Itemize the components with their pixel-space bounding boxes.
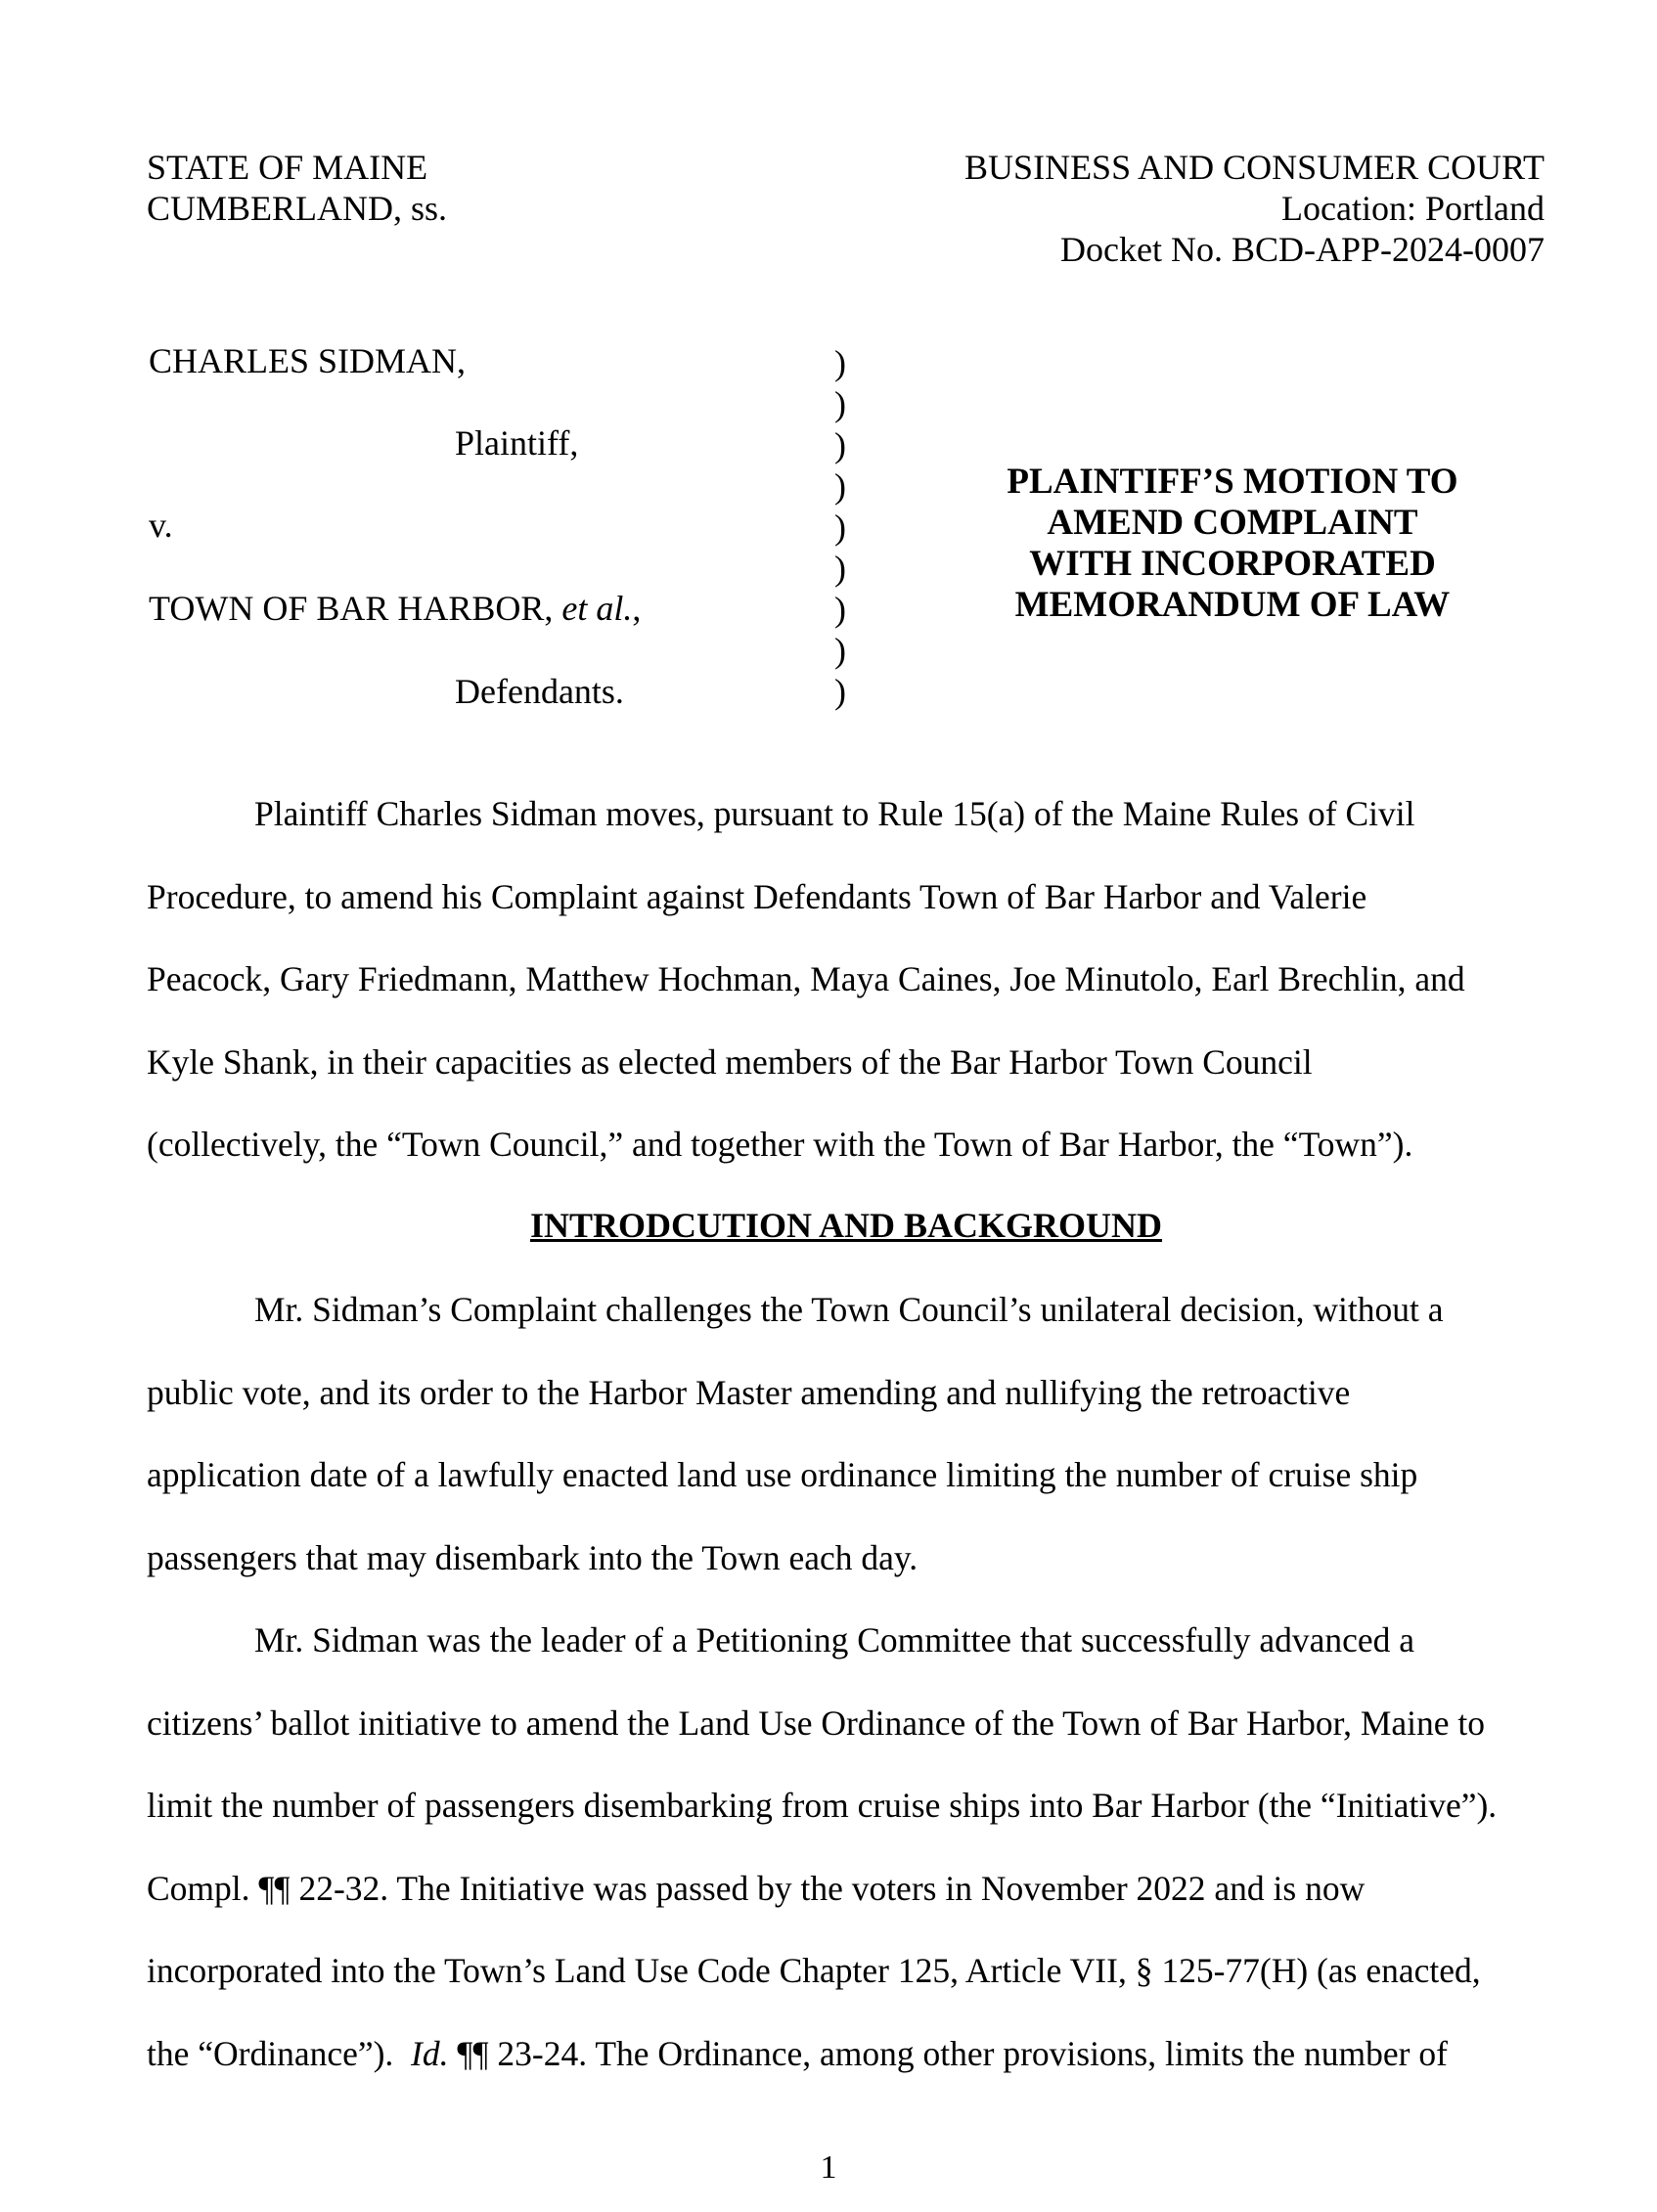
paren: ) (834, 343, 846, 382)
docket-number: Docket No. BCD-APP-2024-0007 (1060, 230, 1545, 269)
paragraph-initiative: Mr. Sidman was the leader of a Petitioning Committee that successfully advanced a citizens’ ballot initiative to amend the Land Use Ordinance of the Town of Bar Harbor, Maine to limit the number of passengers disembarking from cruise ships into Bar Harbor (the “Initiative”). Compl. ¶¶ 22-32. The Initiative was passed by the voters in November 2022 and is now incorporated into the Town’s Land Use Code Chapter 125, Article VII, § 125-77(H) (as enacted, the “Ordinance”). Id. ¶¶ 23-24. The Ordinance, among other provisions, limits the number of (147, 1599, 1545, 2095)
plaintiff-role: Plaintiff, (455, 423, 579, 463)
caption-divider (834, 342, 846, 712)
paragraph-complaint: Mr. Sidman’s Complaint challenges the Town Council’s unilateral decision, without a public vote, and its order to the Harbor Master amending and nullifying the retroactive application date of a lawfully enacted land use ordinance limiting the number of cruise ship passengers that may disembark into the Town each day. (147, 1290, 1444, 1577)
defendant-role: Defendants. (455, 672, 624, 711)
defendant-name: TOWN OF BAR HARBOR, et al., (149, 589, 642, 628)
paren: ) (834, 508, 846, 547)
section-heading: INTRODCUTION AND BACKGROUND (529, 1206, 1163, 1245)
versus: v. (149, 506, 173, 545)
court-location: Location: Portland (1281, 189, 1545, 228)
paren: ) (834, 466, 846, 506)
paren: ) (834, 672, 846, 711)
court-name: BUSINESS AND CONSUMER COURT (964, 148, 1545, 187)
paren: ) (834, 549, 846, 588)
court-info (964, 147, 1545, 270)
paren: ) (834, 631, 846, 670)
paragraph-intro: Plaintiff Charles Sidman moves, pursuant to Rule 15(a) of the Maine Rules of Civil Procedure, to amend his Complaint against Defendants Town of Bar Harbor and Valerie Peacock, Gary Friedmann, Matthew Hochman, Maya Caines, Joe Minutolo, Earl Brechlin, and Kyle Shank, in their capacities as elected members of the Bar Harbor Town Council (collectively, the “Town Council,” and together with the Town of Bar Harbor, the “Town”). (147, 794, 1465, 1164)
paren: ) (834, 384, 846, 423)
state-line: STATE OF MAINE (147, 148, 428, 187)
page-number: 1 (820, 2149, 837, 2186)
plaintiff-name: CHARLES SIDMAN, (149, 341, 467, 380)
paren: ) (834, 590, 846, 629)
court-state-county (147, 147, 447, 229)
county-line: CUMBERLAND, ss. (147, 189, 448, 228)
paren: ) (834, 425, 846, 465)
paragraph-last-line: the “Ordinance”). Id. ¶¶ 23-24. The Ordinance, among other provisions, limits the number of (147, 2033, 1448, 2073)
motion-title: PLAINTIFF’S MOTION TO AMEND COMPLAINT WITH INCORPORATED MEMORANDUM OF LAW (1007, 462, 1458, 625)
